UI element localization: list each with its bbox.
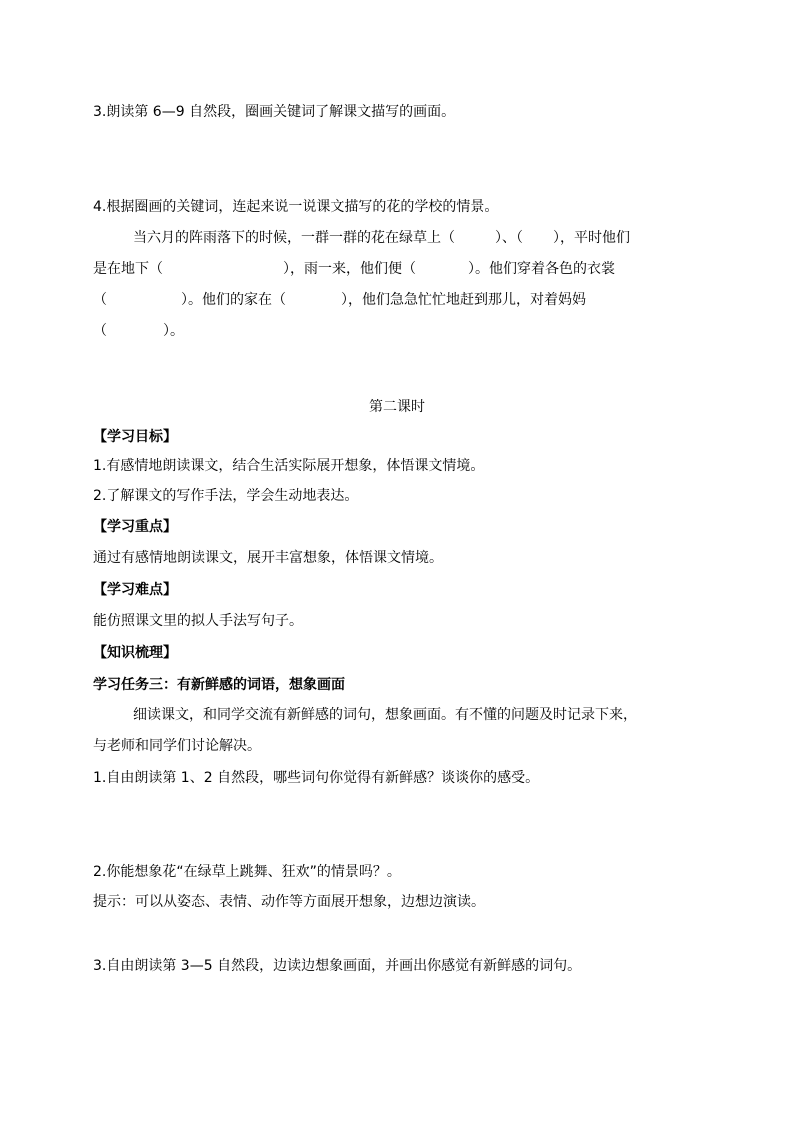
- fill-blank-line-3: [93, 290, 713, 310]
- fill-text: 当六月的阵雨落下的时候，一群一群的花在绿草上（: [133, 230, 455, 246]
- task-3-intro-line-2: 与老师和同学们讨论解决。: [93, 738, 261, 754]
- fill-text: ），平时他们: [553, 230, 630, 246]
- fill-text: ）。他们穿着各色的衣裳: [468, 261, 615, 277]
- fill-text: ）。: [163, 323, 184, 339]
- fill-blank-line-1: [133, 228, 753, 248]
- goal-1: 1.有感情地朗读课文，结合生活实际展开想象，体悟课文情境。: [93, 458, 485, 474]
- knowledge-heading: 【知识梳理】: [93, 645, 177, 661]
- learning-difficulty-heading: 【学习难点】: [93, 582, 177, 598]
- lesson-title: 第二课时: [369, 399, 425, 415]
- learning-focus-heading: 【学习重点】: [93, 519, 177, 535]
- fill-text: ），雨一来，他们便（: [283, 261, 416, 277]
- learning-difficulty-text: 能仿照课文里的拟人手法写句子。: [93, 613, 303, 629]
- fill-text: （: [93, 323, 107, 339]
- task-3-intro-line-1: 细读课文，和同学交流有新鲜感的词句，想象画面。有不懂的问题及时记录下来，: [133, 707, 637, 723]
- question-3: 3.朗读第 6—9 自然段，圈画关键词了解课文描写的画面。: [93, 104, 456, 120]
- task-3-question-2-hint: 提示：可以从姿态、表情、动作等方面展开想象，边想边演读。: [93, 894, 485, 910]
- fill-blank-line-4: [93, 321, 713, 341]
- fill-text: ）。他们的家在（: [181, 292, 286, 308]
- learning-goals-heading: 【学习目标】: [93, 429, 177, 445]
- fill-text: （: [93, 292, 107, 308]
- fill-blank-line-2: [93, 259, 713, 279]
- task-3-question-2: 2.你能想象花“在绿草上跳舞、狂欢”的情景吗？。: [93, 864, 401, 880]
- fill-text: 是在地下（: [93, 261, 163, 277]
- question-4: 4.根据圈画的关键词，连起来说一说课文描写的花的学校的情景。: [93, 199, 499, 215]
- learning-focus-text: 通过有感情地朗读课文，展开丰富想象，体悟课文情境。: [93, 550, 443, 566]
- task-3-question-3: 3.自由朗读第 3—5 自然段，边读边想象画面，并画出你感觉有新鲜感的词句。: [93, 958, 582, 974]
- goal-2: 2.了解课文的写作手法，学会生动地表达。: [93, 488, 359, 504]
- task-3-question-1: 1.自由朗读第 1、2 自然段，哪些词句你觉得有新鲜感？谈谈你的感受。: [93, 770, 540, 786]
- fill-text: ），他们急急忙忙地赶到那儿，对着妈妈: [341, 292, 586, 308]
- task-3-title: 学习任务三：有新鲜感的词语，想象画面: [93, 677, 345, 693]
- fill-text: ）、（: [495, 230, 523, 246]
